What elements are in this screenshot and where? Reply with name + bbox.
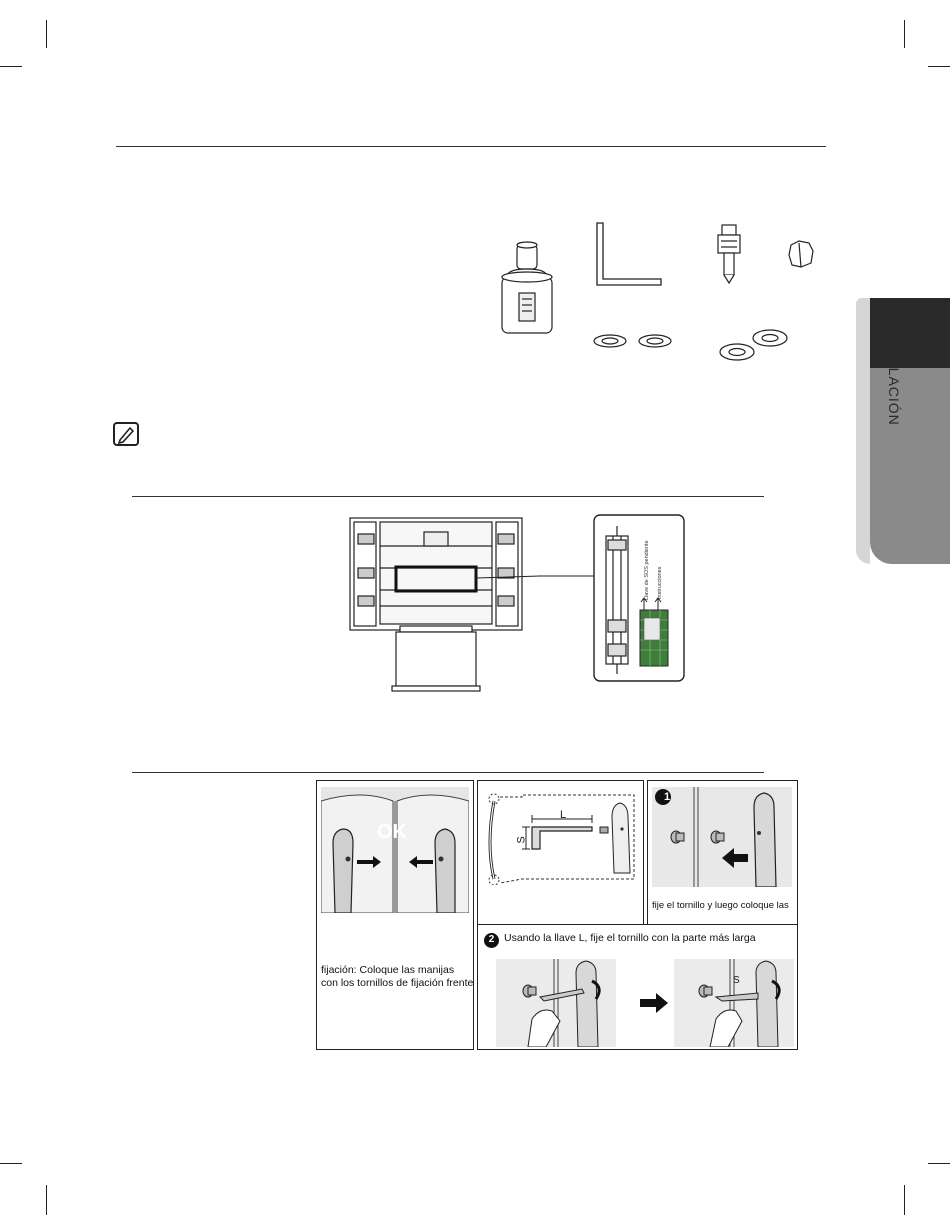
l-wrench-dimension-image: [482, 785, 640, 885]
step2-s-label: S: [733, 975, 740, 986]
header-rule: [116, 146, 826, 147]
handle-caption-line2: con los tornillos de fijación frente: [321, 977, 474, 989]
l-wrench-panel: [477, 780, 644, 926]
crop-mark: [46, 1185, 47, 1215]
step1-caption: fije el tornillo y luego coloque las: [652, 900, 789, 911]
refrigerator-diagram: [340, 510, 540, 695]
instructions-storage-label: Instrucciones: [657, 566, 663, 599]
section-rule: [132, 496, 764, 497]
wrench-storage-label: Llave de SOS pendiente: [644, 540, 650, 600]
handle-alignment-image: [321, 787, 469, 913]
parts-illustration: [495, 215, 830, 375]
section-tab-edge: [856, 298, 870, 564]
crop-mark: [0, 1163, 22, 1164]
l-wrench-image: [597, 223, 661, 285]
step2-panel: [477, 924, 798, 1050]
clip-image: [594, 335, 671, 347]
section-tab-label: [882, 300, 902, 520]
s-dimension-label: S: [515, 836, 528, 844]
step2-number: 2: [488, 934, 495, 945]
handle-alignment-panel: [316, 780, 474, 1050]
crop-mark: [928, 1163, 950, 1164]
nut-image: [789, 241, 813, 267]
ok-label: OK: [377, 821, 407, 843]
handle-caption-line1: fijación: Coloque las manijas: [321, 964, 455, 976]
step1-number: 1: [663, 791, 671, 803]
section-number: 01: [886, 300, 902, 318]
crop-mark: [46, 20, 47, 48]
water-fitting-image: [718, 225, 740, 283]
step1-panel: [647, 780, 798, 926]
crop-mark: [904, 1185, 905, 1215]
washer-image: [720, 330, 787, 360]
note-icon: [113, 422, 139, 446]
section-rule: [132, 772, 764, 773]
filter-bottle-image: [502, 242, 552, 333]
section-name: INSTALACIÓN: [886, 322, 902, 426]
step2-image: [496, 959, 796, 1047]
step2-caption: Usando la llave L, fije el tornillo con la parte más larga: [504, 932, 756, 944]
l-dimension-label: L: [560, 809, 567, 821]
crop-mark: [0, 66, 22, 67]
accessory-storage-detail: [538, 514, 688, 684]
crop-mark: [928, 66, 950, 67]
crop-mark: [904, 20, 905, 48]
